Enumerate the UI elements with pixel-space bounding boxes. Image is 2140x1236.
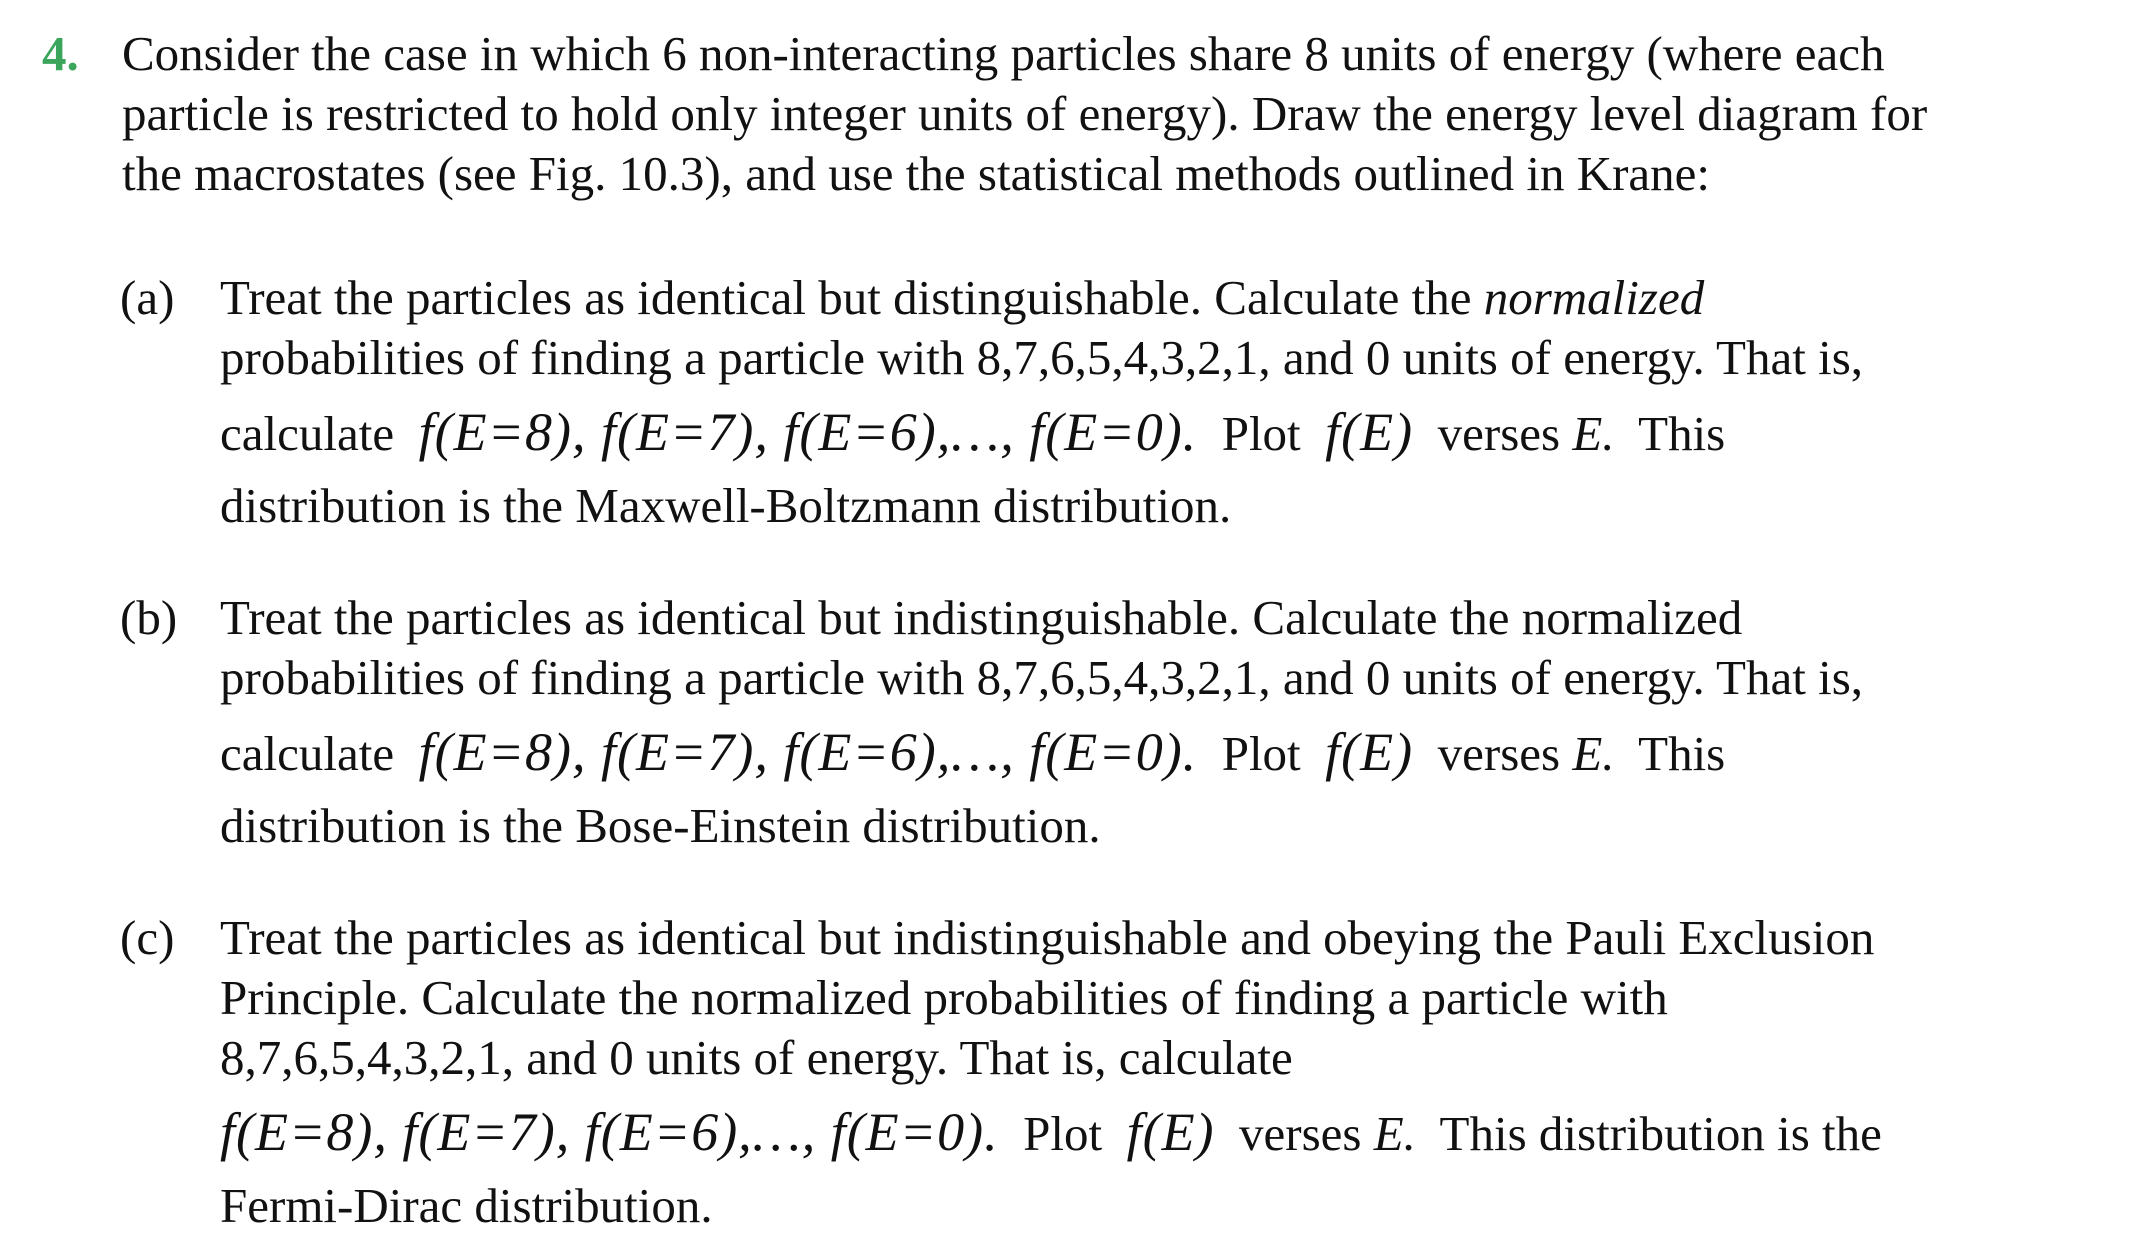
part-a-line-3 xyxy=(220,388,2120,476)
part-c-verses: verses xyxy=(1239,1106,1362,1161)
part-b-calc-word: calculate xyxy=(220,726,395,781)
problem-number: 4. xyxy=(42,26,79,81)
part-b-E: E. xyxy=(1572,726,1615,781)
part-c-line-5: Fermi-Dirac distribution. xyxy=(220,1178,713,1233)
part-a-calc-word: calculate xyxy=(220,406,395,461)
intro-line: particle is restricted to hold only integer units of energy). Draw the energy level diagram for xyxy=(122,86,1928,141)
part-b-line-3 xyxy=(220,708,2120,796)
part-b-line-2: probabilities of finding a particle with 8,7,6,5,4,3,2,1, and 0 units of energy. That is, xyxy=(220,650,1864,705)
intro-line: the macrostates (see Fig. 10.3), and use the statistical methods outlined in Krane: xyxy=(122,146,1711,201)
part-b-line-4: distribution is the Bose-Einstein distribution. xyxy=(220,798,1101,853)
part-a-E: E. xyxy=(1572,406,1615,461)
part-c-tail: This distribution is the xyxy=(1439,1106,1882,1161)
part-a-math-expression: f(E=8), f(E=7), f(E=6),…, f(E=0). xyxy=(418,402,1198,462)
part-b-math-expression: f(E=8), f(E=7), f(E=6),…, f(E=0). xyxy=(418,722,1198,782)
part-b-label: (b) xyxy=(120,590,178,645)
problem-intro xyxy=(122,24,2112,204)
part-c-plot-word: Plot xyxy=(1023,1106,1103,1161)
part-c-body xyxy=(220,908,2120,1236)
part-a-line-4: distribution is the Maxwell-Boltzmann distribution. xyxy=(220,478,1232,533)
part-c-line-3: 8,7,6,5,4,3,2,1, and 0 units of energy. That is, calculate xyxy=(220,1030,1293,1085)
part-a-line-1-text: Treat the particles as identical but distinguishable. Calculate the xyxy=(220,270,1484,325)
part-c-label: (c) xyxy=(120,910,175,965)
part-c-line-4 xyxy=(220,1088,2120,1176)
part-b-line-1: Treat the particles as identical but indistinguishable. Calculate the normalized xyxy=(220,590,1743,645)
part-c-line-2: Principle. Calculate the normalized probabilities of finding a particle with xyxy=(220,970,1668,1025)
part-a-verses: verses xyxy=(1437,406,1561,461)
part-c-E: E. xyxy=(1373,1106,1416,1161)
part-a-line-1 xyxy=(220,268,2120,328)
part-a-line-2: probabilities of finding a particle with 8,7,6,5,4,3,2,1, and 0 units of energy. That is, xyxy=(220,330,1864,385)
part-a-fE: f(E) xyxy=(1325,402,1414,462)
part-b-fE: f(E) xyxy=(1325,722,1414,782)
part-a-this: This xyxy=(1638,406,1726,461)
part-a-label: (a) xyxy=(120,270,175,325)
part-a-line-1-italic: normalized xyxy=(1483,270,1705,325)
intro-line: Consider the case in which 6 non-interacting particles share 8 units of energy (where each xyxy=(122,26,1885,81)
part-c-line-1: Treat the particles as identical but indistinguishable and obeying the Pauli Exclusion xyxy=(220,910,1875,965)
part-a-body xyxy=(220,268,2120,536)
part-b-body xyxy=(220,588,2120,856)
part-a-plot-word: Plot xyxy=(1221,406,1301,461)
part-c-math-expression: f(E=8), f(E=7), f(E=6),…, f(E=0). xyxy=(220,1102,999,1162)
part-b-verses: verses xyxy=(1437,726,1561,781)
part-b-plot-word: Plot xyxy=(1221,726,1301,781)
part-c-fE: f(E) xyxy=(1126,1102,1215,1162)
part-b-this: This xyxy=(1638,726,1726,781)
